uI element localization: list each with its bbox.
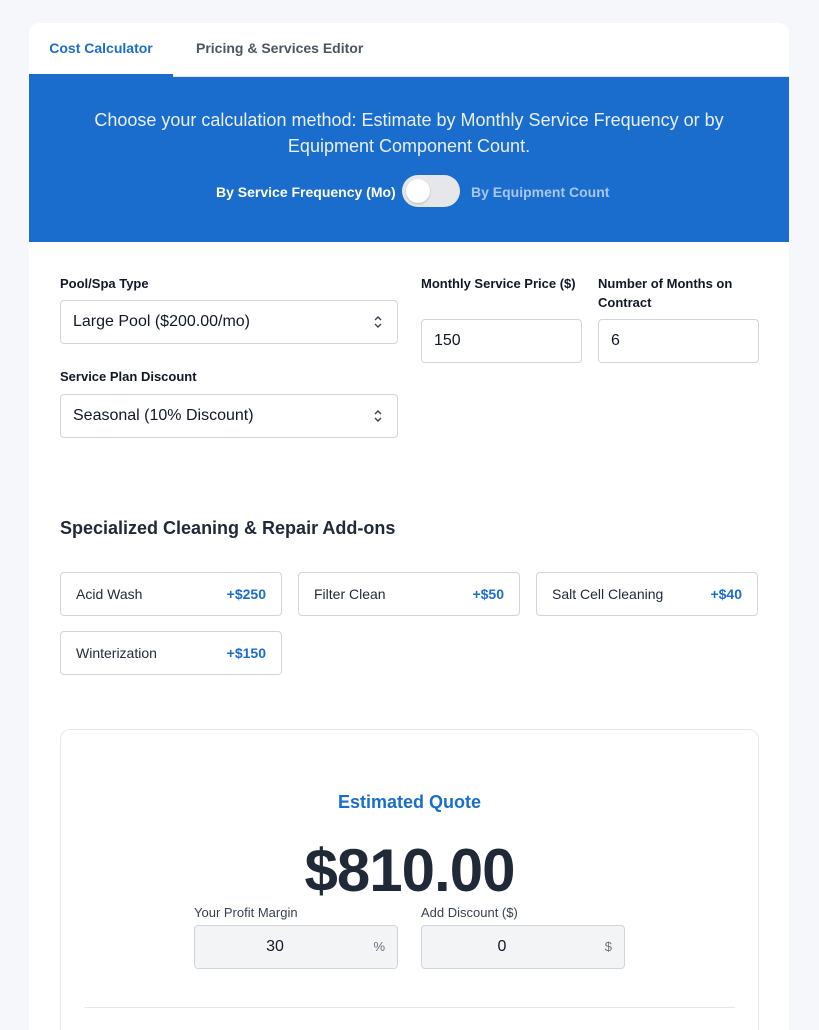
contract-months-label: Number of Months on Contract — [598, 276, 733, 310]
contract-months-input[interactable] — [598, 319, 759, 363]
addon-name: Filter Clean — [314, 586, 386, 602]
service-plan-discount-select[interactable] — [60, 394, 398, 438]
dollar-unit: $ — [604, 939, 612, 954]
monthly-service-price-value: 150 — [434, 332, 461, 349]
tab-pricing-services-editor[interactable]: Pricing & Services Editor — [196, 40, 364, 56]
addon-name: Acid Wash — [76, 586, 143, 602]
addon-name: Salt Cell Cleaning — [552, 586, 664, 602]
profit-margin-label: Your Profit Margin — [194, 905, 298, 920]
addon-winterization[interactable] — [60, 631, 282, 675]
service-plan-discount-label: Service Plan Discount — [60, 369, 197, 384]
addon-price: +$50 — [472, 586, 504, 602]
addon-price: +$40 — [710, 586, 742, 602]
chevron-up-down-icon — [373, 314, 383, 330]
pool-type-select[interactable] — [60, 300, 398, 344]
pool-type-label: Pool/Spa Type — [60, 276, 149, 291]
banner-description: Choose your calculation method: Estimate by Monthly Service Frequency or by Equipment Component Count. — [94, 110, 724, 156]
monthly-service-price-label: Monthly Service Price ($) — [421, 276, 576, 291]
addon-acid-wash[interactable] — [60, 572, 282, 616]
quote-amount: $810.00 — [304, 837, 515, 904]
profit-margin-input[interactable] — [194, 925, 398, 969]
tab-cost-calculator[interactable]: Cost Calculator — [29, 23, 173, 77]
profit-margin-value: 30 — [266, 938, 284, 955]
calculator-card — [29, 23, 789, 1030]
tab-bar — [29, 23, 789, 77]
percent-unit: % — [373, 939, 385, 954]
addon-salt-cell-cleaning[interactable] — [536, 572, 758, 616]
monthly-service-price-input[interactable] — [421, 319, 582, 363]
addon-price: +$250 — [226, 586, 266, 602]
calculation-method-banner — [29, 77, 789, 242]
method-toggle-switch[interactable] — [402, 175, 460, 207]
method-toggle-row — [29, 175, 789, 209]
contract-months-value: 6 — [611, 332, 620, 349]
addon-name: Winterization — [76, 645, 157, 661]
toggle-label-service-frequency: By Service Frequency (Mo) — [216, 184, 396, 200]
quote-title: Estimated Quote — [337, 792, 482, 812]
toggle-label-equipment-count: By Equipment Count — [471, 184, 610, 200]
toggle-knob — [406, 179, 430, 203]
service-plan-discount-value: Seasonal (10% Discount) — [73, 407, 254, 424]
quote-divider — [84, 1007, 735, 1008]
estimated-quote-panel — [60, 729, 759, 1030]
chevron-up-down-icon — [373, 408, 383, 424]
addons-section-title: Specialized Cleaning & Repair Add-ons — [60, 518, 396, 538]
pool-type-value: Large Pool ($200.00/mo) — [73, 313, 250, 330]
addon-filter-clean[interactable] — [298, 572, 520, 616]
add-discount-label: Add Discount ($) — [421, 905, 518, 920]
add-discount-value: 0 — [497, 938, 507, 955]
add-discount-input[interactable] — [421, 925, 625, 969]
addon-price: +$150 — [226, 645, 266, 661]
